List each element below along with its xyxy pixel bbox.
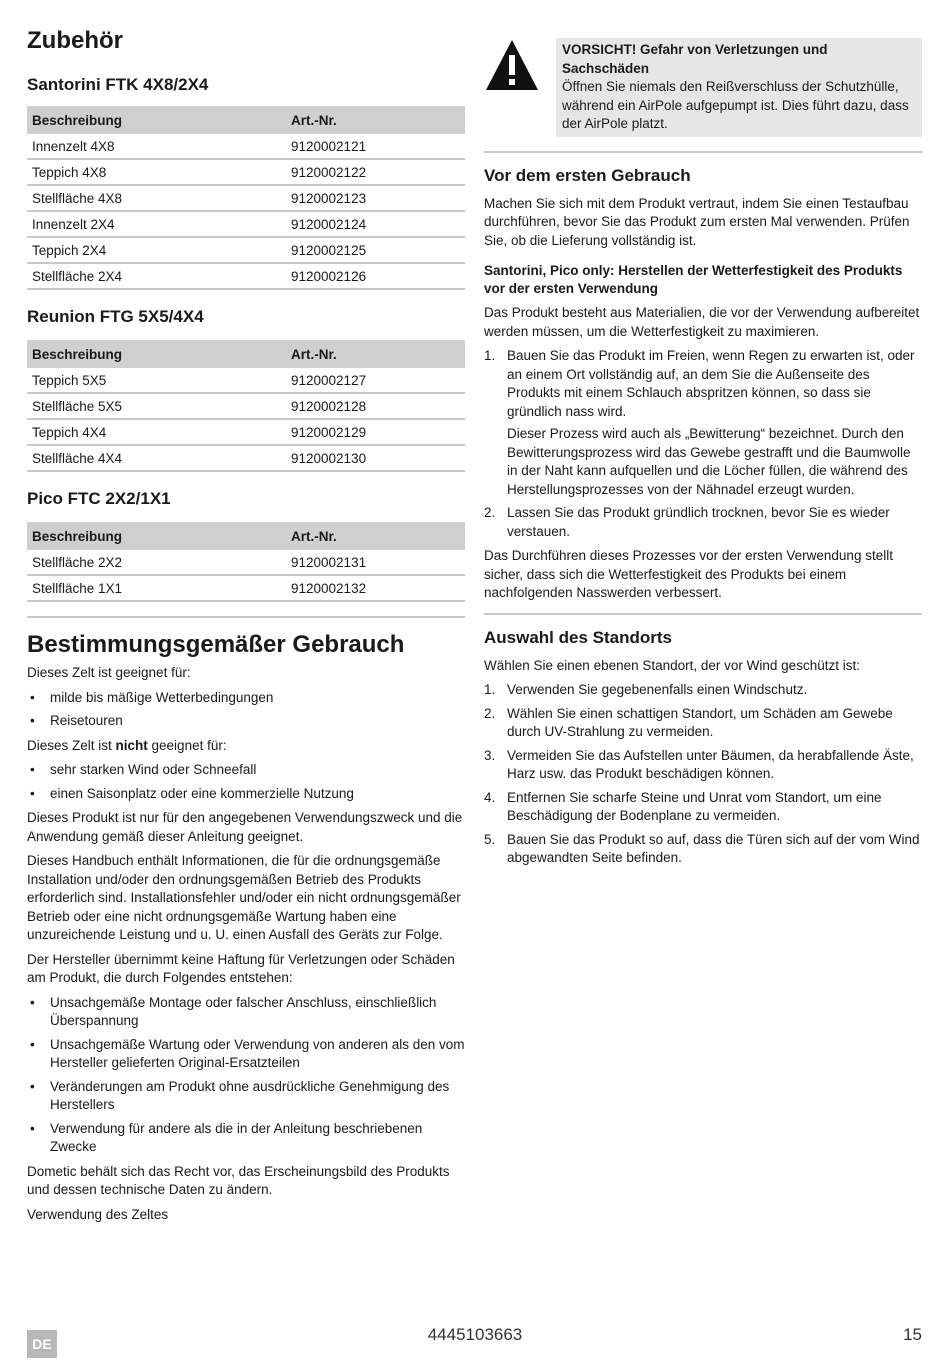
- table-row: [27, 159, 465, 185]
- step-text: Bauen Sie das Produkt so auf, dass die Türen sich auf der vom Wind abgewandten Seite befinden.: [507, 831, 920, 865]
- paragraph: Der Hersteller übernimmt keine Haftung für Verletzungen oder Schäden am Produkt, die durch Folgendes entstehen:: [27, 951, 455, 985]
- col-header-art: Art.-Nr.: [286, 340, 465, 368]
- list-item: • milde bis mäßige Wetterbedingungen: [27, 689, 465, 708]
- left-column: [27, 26, 465, 1230]
- accessory-table: [27, 340, 465, 472]
- paragraph: Wählen Sie einen ebenen Standort, der vor Wind geschützt ist:: [484, 657, 860, 673]
- cell-art: 9120002131: [286, 550, 465, 575]
- paragraph: Das Produkt besteht aus Materialien, die vor der Verwendung aufbereitet werden müssen, um die Wetterfestigkeit zu maximieren.: [484, 305, 920, 339]
- list-item: [484, 681, 922, 700]
- document-number: 4445103663: [427, 1325, 523, 1344]
- table-row: [27, 419, 465, 445]
- not-suitable-list: [27, 761, 465, 803]
- cell-art: 9120002122: [286, 159, 465, 185]
- cell-art: 9120002128: [286, 393, 465, 419]
- step-number: 1.: [484, 348, 496, 363]
- col-header-art: Art.-Nr.: [286, 106, 465, 134]
- step-text: Wählen Sie einen schattigen Standort, um Schäden am Gewebe durch UV-Strahlung zu vermeiden.: [507, 705, 893, 739]
- step-text: Bauen Sie das Produkt im Freien, wenn Regen zu erwarten ist, oder an einem Ort vollständig auf, an dem Sie die Außenseite des Produkts mit einem Schlauch abspritzen können, so dass sie gründlich nass wird.: [507, 348, 915, 419]
- step-number: 4.: [484, 789, 496, 805]
- col-header-desc: Beschreibung: [27, 522, 286, 550]
- list-item: • einen Saisonplatz oder eine kommerzielle Nutzung: [27, 785, 465, 804]
- group-title: Reunion FTG 5X5/4X4: [27, 307, 204, 326]
- cell-desc: Innenzelt 4X8: [27, 134, 286, 159]
- section-divider: [27, 616, 465, 618]
- cell-art: 9120002123: [286, 185, 465, 211]
- paragraph: Verwendung des Zeltes: [27, 1206, 169, 1222]
- list-item: [484, 504, 922, 541]
- cell-desc: Stellfläche 2X2: [27, 550, 286, 575]
- group-title: Pico FTC 2X2/1X1: [27, 489, 171, 508]
- accessory-table: [27, 522, 465, 602]
- language-badge: DE: [27, 1330, 57, 1358]
- paragraph: Dieses Produkt ist nur für den angegebenen Verwendungszweck und die Anwendung gemäß dieser Anleitung geeignet.: [27, 810, 463, 844]
- not-intro-a: Dieses Zelt ist: [27, 737, 116, 753]
- table-row: [27, 134, 465, 159]
- weathering-steps: [484, 347, 922, 541]
- section-divider: [484, 151, 922, 153]
- step-extra: Dieser Prozess wird auch als „Bewitterung“ bezeichnet. Durch den Bewitterungsprozess wird das Gewebe gestrafft und die Baumwolle in der Naht kann aufquellen und die Löcher füllen, die während des Herstellungsprozesses von der Nähnadel erzeugt wurden.: [507, 426, 911, 497]
- step-text: Verwenden Sie gegebenenfalls einen Windschutz.: [507, 682, 808, 697]
- cell-desc: Teppich 4X4: [27, 419, 286, 445]
- cell-art: 9120002124: [286, 211, 465, 237]
- section-title-erster: Vor dem ersten Gebrauch: [484, 165, 691, 185]
- cell-desc: Stellfläche 4X8: [27, 185, 286, 211]
- not-intro-emphasis: nicht: [115, 737, 148, 753]
- not-suitable-intro: [27, 737, 465, 756]
- cell-desc: Teppich 4X8: [27, 159, 286, 185]
- list-item: [484, 789, 922, 826]
- step-number: 2.: [484, 705, 496, 721]
- step-number: 5.: [484, 831, 496, 847]
- list-item: • Reisetouren: [27, 712, 465, 731]
- location-steps: [484, 681, 922, 868]
- table-row: [27, 368, 465, 393]
- cell-art: 9120002127: [286, 368, 465, 393]
- list-item: [484, 705, 922, 742]
- paragraph: Das Durchführen dieses Prozesses vor der ersten Verwendung stellt sicher, dass sich die Wetterfestigkeit des Produkts bei einem nachfolgenden Nasswerden verbessert.: [484, 548, 893, 600]
- step-text: Vermeiden Sie das Aufstellen unter Bäumen, da herabfallende Äste, Harz usw. das Produkt beschädigen können.: [507, 747, 914, 781]
- table-row: [27, 185, 465, 211]
- accessory-table: [27, 106, 465, 290]
- list-item: [484, 347, 922, 499]
- warning-title: [562, 41, 916, 78]
- list-item: • Unsachgemäße Wartung oder Verwendung von anderen als den vom Hersteller gelieferten Original-Ersatzteilen: [27, 1036, 465, 1073]
- cell-art: 9120002126: [286, 263, 465, 289]
- list-item: • Unsachgemäße Montage oder falscher Anschluss, einschließlich Überspannung: [27, 994, 465, 1031]
- cell-desc: Innenzelt 2X4: [27, 211, 286, 237]
- warning-title-text: VORSICHT! Gefahr von Verletzungen und Sachschäden: [562, 42, 828, 76]
- table-row: [27, 263, 465, 289]
- col-header-art: Art.-Nr.: [286, 522, 465, 550]
- step-number: 2.: [484, 505, 496, 520]
- table-header-row: [27, 106, 465, 134]
- paragraph: Machen Sie sich mit dem Produkt vertraut, indem Sie einen Testaufbau durchführen, bevor Sie das Produkt zum ersten Mal verwenden. Prüfen Sie, ob die Lieferung vollständig ist.: [484, 195, 910, 248]
- table-row: [27, 445, 465, 471]
- warning-text: Öffnen Sie niemals den Reißverschluss der Schutzhülle, während ein AirPole aufgepumpt ist. Dies führt dazu, dass der AirPole platzt.: [562, 79, 909, 131]
- liability-list: [27, 994, 465, 1157]
- table-row: [27, 550, 465, 575]
- paragraph: Dieses Handbuch enthält Informationen, die für die ordnungsgemäße Installation und/oder den ordnungsgemäßen Betrieb des Produkts erforderlich sind. Installationsfehler und/oder ein nicht ordnungsgemäßer Betrieb oder eine nicht ordnungsgemäße Wartung haben eine unzureichende Leistung und u. U. einen Ausfall des Geräts zur Folge.: [27, 853, 461, 942]
- suitable-list: [27, 689, 465, 731]
- paragraph: Dometic behält sich das Recht vor, das Erscheinungsbild des Produkts und dessen technische Daten zu ändern.: [27, 1163, 450, 1197]
- cell-desc: Stellfläche 1X1: [27, 575, 286, 601]
- step-text: Entfernen Sie scharfe Steine und Unrat vom Standort, um eine Beschädigung der Bodenplane zu vermeiden.: [507, 789, 882, 823]
- table-header-row: [27, 522, 465, 550]
- not-intro-c: geeignet für:: [147, 737, 227, 753]
- right-column: [484, 38, 922, 874]
- list-item: • Veränderungen am Produkt ohne ausdrückliche Genehmigung des Herstellers: [27, 1078, 465, 1115]
- table-row: [27, 393, 465, 419]
- table-row: [27, 575, 465, 601]
- cell-desc: Stellfläche 2X4: [27, 263, 286, 289]
- section-title-gebrauch: Bestimmungsgemäßer Gebrauch: [27, 631, 405, 658]
- step-number: 1.: [484, 682, 496, 697]
- cell-art: 9120002125: [286, 237, 465, 263]
- section-title-zubehoer: Zubehör: [27, 27, 123, 54]
- list-item: [484, 747, 922, 784]
- cell-art: 9120002129: [286, 419, 465, 445]
- cell-desc: Stellfläche 4X4: [27, 445, 286, 471]
- cell-art: 9120002132: [286, 575, 465, 601]
- table-row: [27, 211, 465, 237]
- cell-art: 9120002121: [286, 134, 465, 159]
- group-title: Santorini FTK 4X8/2X4: [27, 75, 209, 94]
- table-row: [27, 237, 465, 263]
- list-item: [484, 831, 922, 868]
- warning-triangle-icon: [484, 38, 540, 94]
- section-title-standort: Auswahl des Standorts: [484, 627, 672, 647]
- suitable-intro: Dieses Zelt ist geeignet für:: [27, 665, 191, 680]
- cell-desc: Teppich 5X5: [27, 368, 286, 393]
- cell-desc: Teppich 2X4: [27, 237, 286, 263]
- cell-art: 9120002130: [286, 445, 465, 471]
- table-header-row: [27, 340, 465, 368]
- section-divider: [484, 613, 922, 615]
- col-header-desc: Beschreibung: [27, 106, 286, 134]
- warning-box: [556, 38, 922, 137]
- col-header-desc: Beschreibung: [27, 340, 286, 368]
- page-number: 15: [903, 1325, 922, 1344]
- list-item: • sehr starken Wind oder Schneefall: [27, 761, 465, 780]
- step-text: Lassen Sie das Produkt gründlich trocknen, bevor Sie es wieder verstauen.: [507, 505, 890, 539]
- subsection-title: Santorini, Pico only: Herstellen der Wetterfestigkeit des Produkts vor der ersten Verwendung: [484, 263, 903, 296]
- warning-block: [484, 38, 922, 137]
- cell-desc: Stellfläche 5X5: [27, 393, 286, 419]
- step-number: 3.: [484, 747, 496, 763]
- list-item: • Verwendung für andere als die in der Anleitung beschriebenen Zwecke: [27, 1120, 465, 1157]
